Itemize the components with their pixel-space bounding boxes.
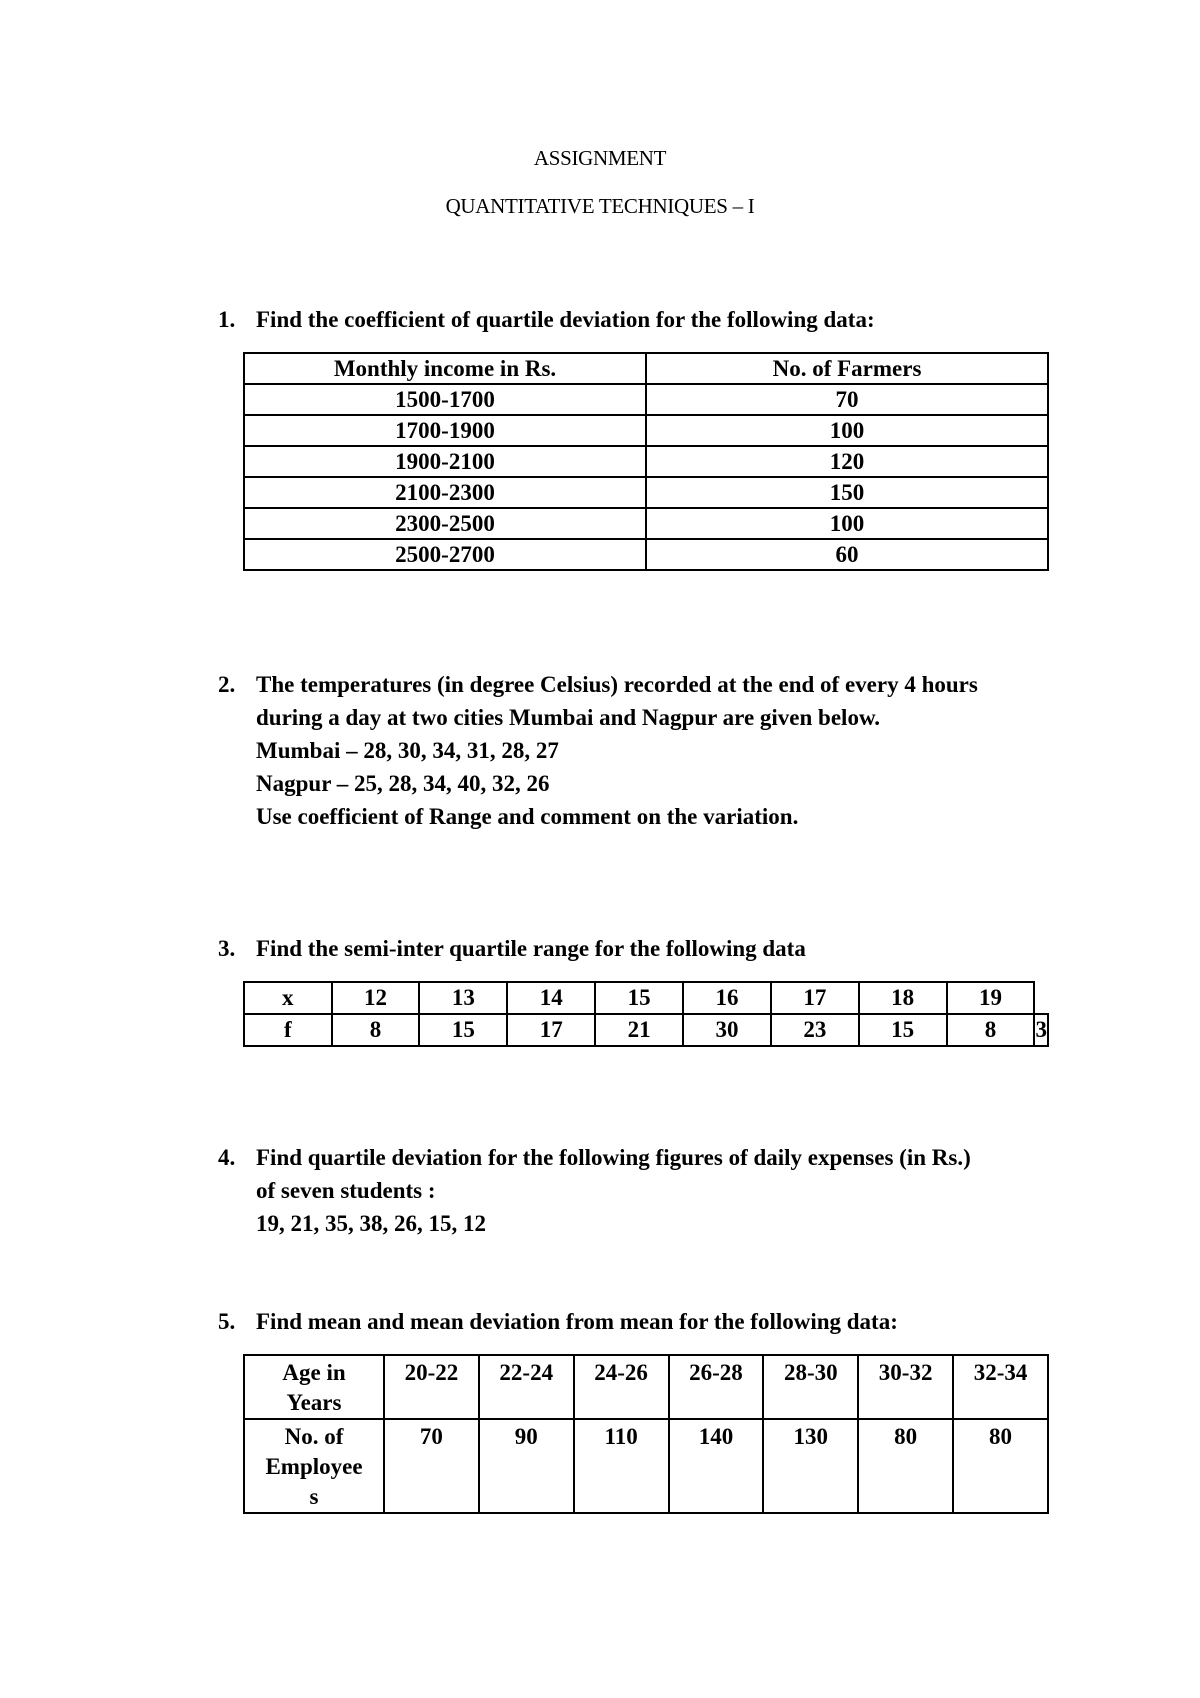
- row-label: [244, 1419, 384, 1513]
- row-label-line: Age in: [282, 1360, 346, 1385]
- question-text: Find the coefficient of quartile deviation for the following data:: [256, 307, 875, 332]
- question-text-line: of seven students :: [256, 1178, 436, 1203]
- row-label-line: No. of: [284, 1424, 344, 1449]
- nagpur-data-line: Nagpur – 25, 28, 34, 40, 32, 26: [256, 771, 550, 796]
- table-cell: 19: [947, 982, 1035, 1014]
- table-row-age: [244, 1355, 1048, 1419]
- question-1: [218, 303, 1056, 336]
- row-label: [244, 1355, 384, 1419]
- question-3: [218, 932, 1056, 965]
- question-number: 5.: [218, 1309, 236, 1334]
- table-cell: 1500-1700: [244, 384, 646, 415]
- table-cell: 130: [763, 1419, 858, 1513]
- row-label-line: Years: [286, 1390, 342, 1415]
- table-cell: 16: [683, 982, 771, 1014]
- question-text: Find mean and mean deviation from mean for the following data:: [256, 1309, 898, 1334]
- table-cell: 13: [419, 982, 507, 1014]
- table-cell: 24-26: [574, 1355, 669, 1419]
- row-label-line: s: [309, 1484, 319, 1509]
- table-row: [244, 539, 1048, 570]
- expenses-data-line: 19, 21, 35, 38, 26, 15, 12: [256, 1211, 486, 1236]
- question-number: 4.: [218, 1145, 236, 1170]
- table-row-x: [244, 982, 1048, 1014]
- table-row: [244, 477, 1048, 508]
- table-cell: 120: [646, 446, 1048, 477]
- frequency-table: [243, 981, 1049, 1047]
- table-cell: 2500-2700: [244, 539, 646, 570]
- table-cell: 30-32: [858, 1355, 953, 1419]
- table-row: [244, 415, 1048, 446]
- row-label: f: [244, 1014, 332, 1046]
- table-cell: 90: [479, 1419, 574, 1513]
- row-label: x: [244, 982, 332, 1014]
- table-cell: 17: [507, 1014, 595, 1046]
- question-text-line: Find quartile deviation for the following figures of daily expenses (in Rs.): [256, 1145, 971, 1170]
- table-cell: 100: [646, 508, 1048, 539]
- table-header-cell: Monthly income in Rs.: [244, 353, 646, 384]
- table-cell: 8: [947, 1014, 1035, 1046]
- mumbai-data-line: Mumbai – 28, 30, 34, 31, 28, 27: [256, 738, 559, 763]
- question-number: 2.: [218, 672, 236, 697]
- question-number: 3.: [218, 936, 236, 961]
- table-cell: 15: [419, 1014, 507, 1046]
- page-title: ASSIGNMENT: [533, 146, 667, 170]
- table-cell: 18: [859, 982, 947, 1014]
- table-row-f: [244, 1014, 1048, 1046]
- table-row: [244, 446, 1048, 477]
- table-cell: 150: [646, 477, 1048, 508]
- table-cell: 2300-2500: [244, 508, 646, 539]
- table-row: [244, 508, 1048, 539]
- table-cell: 32-34: [953, 1355, 1048, 1419]
- age-employees-table: [243, 1354, 1049, 1514]
- table-header-row: [244, 353, 1048, 384]
- table-cell: 8: [332, 1014, 420, 1046]
- table-cell: 15: [595, 982, 683, 1014]
- table-cell: 110: [574, 1419, 669, 1513]
- table-cell: 28-30: [763, 1355, 858, 1419]
- table-cell: 17: [771, 982, 859, 1014]
- table-row-employees: [244, 1419, 1048, 1513]
- question-text-line: Use coefficient of Range and comment on the variation.: [256, 804, 799, 829]
- table-cell: 80: [953, 1419, 1048, 1513]
- question-5: [218, 1305, 1056, 1338]
- question-number: 1.: [218, 307, 236, 332]
- table-cell: 2100-2300: [244, 477, 646, 508]
- farmers-income-table: [243, 352, 1049, 571]
- table-cell: 60: [646, 539, 1048, 570]
- table-row: [244, 384, 1048, 415]
- question-text: Find the semi-inter quartile range for the following data: [256, 936, 806, 961]
- table-cell: 100: [646, 415, 1048, 446]
- row-label-line: Employee: [265, 1454, 363, 1479]
- question-4: [218, 1141, 1056, 1240]
- table-cell: 12: [332, 982, 420, 1014]
- table-cell: 1900-2100: [244, 446, 646, 477]
- table-cell: 22-24: [479, 1355, 574, 1419]
- table-cell: 21: [595, 1014, 683, 1046]
- table-cell: 80: [858, 1419, 953, 1513]
- page-subtitle: QUANTITATIVE TECHNIQUES – I: [445, 194, 755, 218]
- table-cell: 30: [683, 1014, 771, 1046]
- table-cell: 20-22: [384, 1355, 479, 1419]
- table-cell: 140: [669, 1419, 764, 1513]
- table-cell: 23: [771, 1014, 859, 1046]
- table-cell: 26-28: [669, 1355, 764, 1419]
- table-cell: 1700-1900: [244, 415, 646, 446]
- question-text-line: The temperatures (in degree Celsius) recorded at the end of every 4 hours: [256, 672, 978, 697]
- table-cell: 15: [859, 1014, 947, 1046]
- table-cell: 3: [1034, 1014, 1048, 1046]
- table-cell: 70: [646, 384, 1048, 415]
- table-cell: 70: [384, 1419, 479, 1513]
- question-text-line: during a day at two cities Mumbai and Nagpur are given below.: [256, 705, 881, 730]
- table-cell: 14: [507, 982, 595, 1014]
- question-2: [218, 668, 1056, 833]
- table-header-cell: No. of Farmers: [646, 353, 1048, 384]
